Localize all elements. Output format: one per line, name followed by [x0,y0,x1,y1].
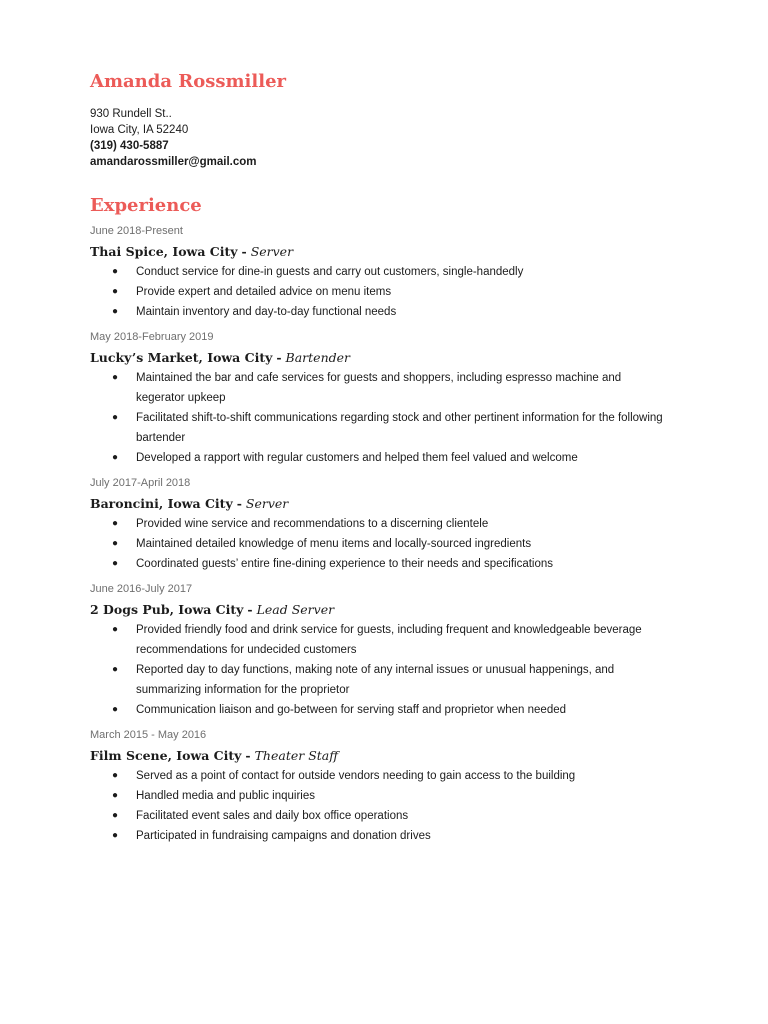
job-separator: - [245,748,251,763]
duty-item [90,514,666,534]
duty-item [90,368,666,408]
duty-item [90,554,666,574]
duty-item [90,262,666,282]
job-dates: July 2017-April 2018 [90,477,191,489]
duty-text: Participated in fundraising campaigns and donation drives [136,830,431,842]
duty-text: Provided friendly food and drink service for guests, including frequent and knowledgeable beverage recommendations for undecided customers [136,624,642,656]
bullet-icon: ● [112,664,119,675]
job-dates: March 2015 - May 2016 [90,729,207,741]
duty-item [90,766,666,786]
job-organization: Thai Spice, Iowa City [90,244,238,259]
duty-text: Maintained detailed knowledge of menu items and locally-sourced ingredients [136,538,532,550]
duty-item [90,282,666,302]
job-dates: June 2016-July 2017 [90,583,193,595]
job-heading [90,600,690,620]
duty-item [90,660,666,700]
job-separator: - [236,496,242,511]
duty-text: Maintain inventory and day-to-day functional needs [136,306,397,318]
duty-text: Reported day to day functions, making note of any internal issues or unusual happenings, and summarizing information for the proprietor [136,664,615,696]
job-duties-list [90,620,690,720]
duty-text: Provide expert and detailed advice on menu items [136,286,392,298]
job-heading [90,494,690,514]
job-heading [90,746,690,766]
job-organization: Lucky’s Market, Iowa City [90,350,273,365]
job-duties-list [90,368,690,468]
duty-text: Provided wine service and recommendations to a discerning clientele [136,518,489,530]
duty-text: Coordinated guests’ entire fine-dining experience to their needs and specifications [136,558,554,570]
job-role: Lead Server [256,602,335,617]
duty-text: Served as a point of contact for outside vendors needing to gain access to the building [136,770,576,782]
resume-page [90,68,690,846]
duty-item [90,806,666,826]
job-heading [90,242,690,262]
duty-text: Facilitated shift-to-shift communications regarding stock and other pertinent information for the following bartender [136,412,663,444]
bullet-icon: ● [112,412,119,423]
job-role: Server [245,496,289,511]
duty-item [90,408,666,448]
job-entry [90,224,690,322]
job-organization: Baroncini, Iowa City [90,496,233,511]
duty-text: Developed a rapport with regular customers and helped them feel valued and welcome [136,452,578,464]
contact-block [90,106,690,170]
bullet-icon: ● [112,810,119,821]
duty-text: Maintained the bar and cafe services for guests and shoppers, including espresso machine and kegerator upkeep [136,372,622,404]
job-separator: - [241,244,247,259]
job-organization: 2 Dogs Pub, Iowa City [90,602,244,617]
bullet-icon: ● [112,452,119,463]
duty-text: Communication liaison and go-between for serving staff and proprietor when needed [136,704,567,716]
duty-item [90,620,666,660]
job-duties-list [90,766,690,846]
duty-item [90,700,666,720]
bullet-icon: ● [112,518,119,529]
duty-item [90,786,666,806]
duty-item [90,302,666,322]
job-role: Bartender [285,350,350,365]
job-entry [90,728,690,846]
bullet-icon: ● [112,624,119,635]
duty-item [90,448,666,468]
candidate-name: Amanda Rossmiller [90,71,287,92]
bullet-icon: ● [112,306,119,317]
job-role: Server [250,244,294,259]
job-entry [90,582,690,720]
duty-item [90,534,666,554]
bullet-icon: ● [112,266,119,277]
email-address: amandarossmiller@gmail.com [90,156,257,168]
experience-heading: Experience [90,195,202,216]
bullet-icon: ● [112,558,119,569]
job-duties-list [90,262,690,322]
bullet-icon: ● [112,770,119,781]
bullet-icon: ● [112,830,119,841]
bullet-icon: ● [112,286,119,297]
duty-text: Facilitated event sales and daily box office operations [136,810,409,822]
duty-text: Conduct service for dine-in guests and carry out customers, single-handedly [136,266,524,278]
phone-number: (319) 430-5887 [90,140,169,152]
job-separator: - [247,602,253,617]
bullet-icon: ● [112,790,119,801]
job-dates: May 2018-February 2019 [90,331,214,343]
job-dates: June 2018-Present [90,225,183,237]
job-heading [90,348,690,368]
job-entry [90,476,690,574]
bullet-icon: ● [112,704,119,715]
job-separator: - [276,350,282,365]
bullet-icon: ● [112,538,119,549]
job-role: Theater Staff [254,748,339,763]
duty-text: Handled media and public inquiries [136,790,316,802]
bullet-icon: ● [112,372,119,383]
address-line-2: Iowa City, IA 52240 [90,124,189,136]
experience-list [90,224,690,846]
duty-item [90,826,666,846]
address-line-1: 930 Rundell St.. [90,108,172,120]
job-organization: Film Scene, Iowa City [90,748,242,763]
job-duties-list [90,514,690,574]
job-entry [90,330,690,468]
